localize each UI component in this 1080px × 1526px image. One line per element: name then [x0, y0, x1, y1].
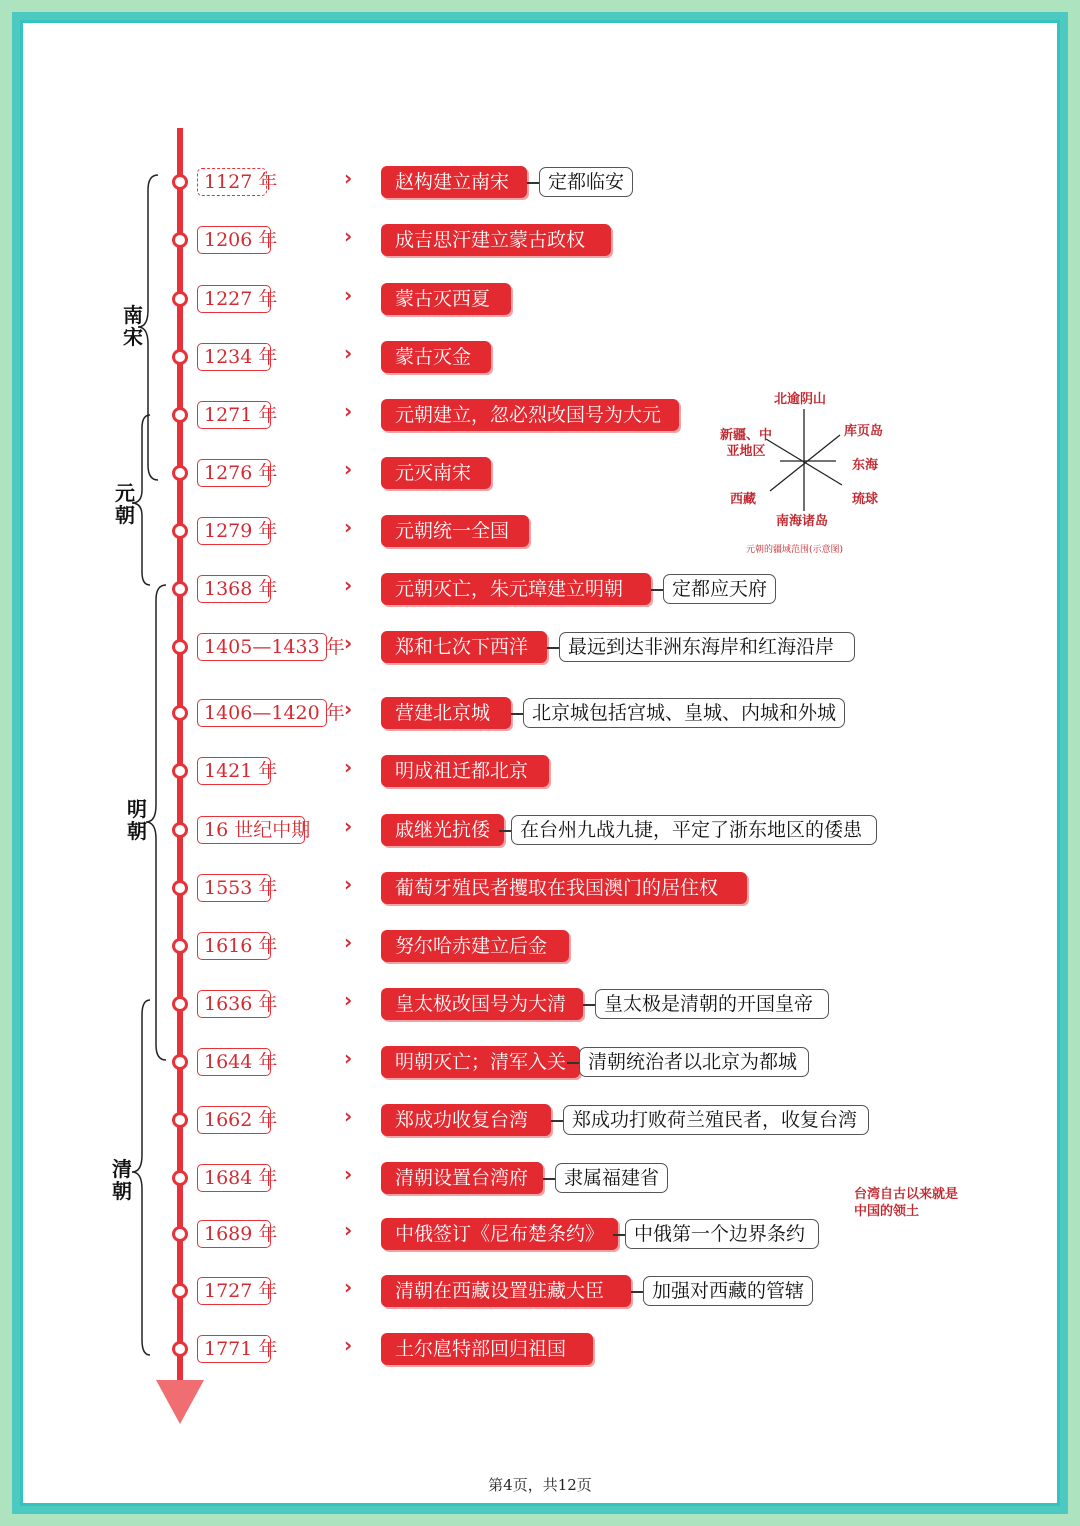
timeline-node	[172, 1170, 188, 1186]
note-connector	[527, 182, 539, 184]
year-label: 1279 年	[197, 517, 271, 545]
chevron-right-icon: ›	[344, 1218, 353, 1242]
chevron-right-icon: ›	[344, 341, 353, 365]
year-label: 1616 年	[197, 932, 271, 960]
timeline-node	[172, 1341, 188, 1357]
year-label: 1727 年	[197, 1277, 271, 1305]
event-note: 隶属福建省	[555, 1163, 668, 1193]
event-box: 清朝设置台湾府	[381, 1162, 543, 1194]
chevron-right-icon: ›	[344, 755, 353, 779]
note-connector	[499, 830, 511, 832]
chevron-right-icon: ›	[344, 872, 353, 896]
map-label-southeast: 琉球	[852, 492, 879, 507]
year-label: 16 世纪中期	[197, 816, 305, 844]
event-note: 北京城包括宫城、皇城、内城和外城	[523, 698, 845, 728]
year-label: 1406—1420 年	[197, 699, 327, 727]
chevron-right-icon: ›	[344, 224, 353, 248]
year-label: 1227 年	[197, 285, 271, 313]
event-box: 清朝在西藏设置驻藏大臣	[381, 1275, 631, 1307]
chevron-right-icon: ›	[344, 166, 353, 190]
event-box: 营建北京城	[381, 697, 511, 729]
timeline-node	[172, 349, 188, 365]
year-label: 1421 年	[197, 757, 271, 785]
timeline-node	[172, 822, 188, 838]
event-box: 成吉思汗建立蒙古政权	[381, 224, 611, 256]
year-label: 1662 年	[197, 1106, 271, 1134]
note-connector	[631, 1291, 643, 1293]
event-note: 最远到达非洲东海岸和红海沿岸	[559, 632, 855, 662]
year-label: 1689 年	[197, 1220, 271, 1248]
event-box: 元朝建立，忽必烈改国号为大元	[381, 399, 679, 431]
year-label: 1405—1433 年	[197, 633, 327, 661]
chevron-right-icon: ›	[344, 1104, 353, 1128]
note-connector	[583, 1004, 595, 1006]
chevron-right-icon: ›	[344, 515, 353, 539]
yuan-territory-diagram	[760, 405, 850, 515]
chevron-right-icon: ›	[344, 1333, 353, 1357]
note-connector	[567, 1062, 579, 1064]
note-connector	[547, 647, 559, 649]
event-box: 戚继光抗倭	[381, 814, 504, 846]
map-label-west: 新疆、中亚地区	[719, 428, 772, 459]
dynasty-label-southern-song: 南 宋	[123, 303, 143, 349]
chevron-right-icon: ›	[344, 1046, 353, 1070]
chevron-right-icon: ›	[344, 573, 353, 597]
map-label-northeast: 库页岛	[844, 424, 884, 439]
event-box: 蒙古灭金	[381, 341, 491, 373]
timeline-node	[172, 705, 188, 721]
dynasty-label-qing: 清 朝	[112, 1157, 132, 1203]
timeline-node	[172, 1226, 188, 1242]
event-note: 清朝统治者以北京为都城	[579, 1047, 809, 1077]
event-box: 蒙古灭西夏	[381, 283, 511, 315]
map-label-south: 南海诸岛	[776, 514, 829, 529]
timeline-node	[172, 291, 188, 307]
year-label: 1644 年	[197, 1048, 271, 1076]
event-note: 郑成功打败荷兰殖民者，收复台湾	[563, 1105, 869, 1135]
timeline-node	[172, 1054, 188, 1070]
timeline-node	[172, 174, 188, 190]
year-label: 1127 年	[197, 168, 267, 196]
note-connector	[543, 1178, 555, 1180]
dynasty-label-yuan: 元 朝	[115, 481, 135, 527]
event-note: 定都应天府	[663, 574, 776, 604]
map-caption: 元朝的疆域范围(示意图)	[746, 545, 844, 555]
event-box: 努尔哈赤建立后金	[381, 930, 569, 962]
event-box: 郑和七次下西洋	[381, 631, 547, 663]
timeline-node	[172, 581, 188, 597]
event-box: 元朝统一全国	[381, 515, 529, 547]
event-box: 葡萄牙殖民者攫取在我国澳门的居住权	[381, 872, 747, 904]
event-box: 元灭南宋	[381, 457, 491, 489]
event-box: 明成祖迁都北京	[381, 755, 549, 787]
timeline-node	[172, 880, 188, 896]
event-note: 皇太极是清朝的开国皇帝	[595, 989, 829, 1019]
map-label-east: 东海	[852, 458, 879, 473]
year-label: 1368 年	[197, 575, 271, 603]
note-connector	[551, 1120, 563, 1122]
timeline-node	[172, 996, 188, 1012]
chevron-right-icon: ›	[344, 283, 353, 307]
chevron-right-icon: ›	[344, 457, 353, 481]
event-box: 元朝灭亡，朱元璋建立明朝	[381, 573, 651, 605]
taiwan-note: 台湾自古以来就是中国的领土	[854, 1187, 959, 1219]
year-label: 1276 年	[197, 459, 271, 487]
map-label-north: 北逾阴山	[774, 392, 827, 407]
chevron-right-icon: ›	[344, 930, 353, 954]
chevron-right-icon: ›	[344, 631, 353, 655]
timeline-node	[172, 1112, 188, 1128]
timeline-node	[172, 1283, 188, 1299]
year-label: 1553 年	[197, 874, 271, 902]
timeline-node	[172, 639, 188, 655]
year-label: 1271 年	[197, 401, 271, 429]
chevron-right-icon: ›	[344, 399, 353, 423]
note-connector	[511, 713, 523, 715]
event-box: 赵构建立南宋	[381, 166, 527, 198]
event-box: 郑成功收复台湾	[381, 1104, 551, 1136]
chevron-right-icon: ›	[344, 814, 353, 838]
timeline-node	[172, 407, 188, 423]
timeline-node	[172, 938, 188, 954]
timeline-node	[172, 465, 188, 481]
chevron-right-icon: ›	[344, 697, 353, 721]
chevron-right-icon: ›	[344, 988, 353, 1012]
page-footer: 第4页，共12页	[488, 1476, 592, 1494]
timeline-node	[172, 523, 188, 539]
event-note: 在台州九战九捷，平定了浙东地区的倭患	[511, 815, 877, 845]
event-note: 定都临安	[539, 167, 633, 197]
year-label: 1234 年	[197, 343, 271, 371]
chevron-right-icon: ›	[344, 1162, 353, 1186]
year-label: 1771 年	[197, 1335, 271, 1363]
event-box: 明朝灭亡；清军入关	[381, 1046, 580, 1078]
note-connector	[651, 589, 663, 591]
year-label: 1684 年	[197, 1164, 271, 1192]
chevron-right-icon: ›	[344, 1275, 353, 1299]
year-label: 1206 年	[197, 226, 271, 254]
year-label: 1636 年	[197, 990, 271, 1018]
note-connector	[613, 1234, 625, 1236]
timeline-node	[172, 232, 188, 248]
timeline-arrow	[156, 1380, 204, 1424]
event-box: 土尔扈特部回归祖国	[381, 1333, 593, 1365]
event-box: 中俄签订《尼布楚条约》	[381, 1218, 618, 1250]
dynasty-label-ming: 明 朝	[127, 797, 147, 843]
map-label-southwest: 西藏	[730, 492, 757, 507]
event-box: 皇太极改国号为大清	[381, 988, 583, 1020]
event-note: 中俄第一个边界条约	[625, 1219, 819, 1249]
timeline-node	[172, 763, 188, 779]
event-note: 加强对西藏的管辖	[643, 1276, 813, 1306]
